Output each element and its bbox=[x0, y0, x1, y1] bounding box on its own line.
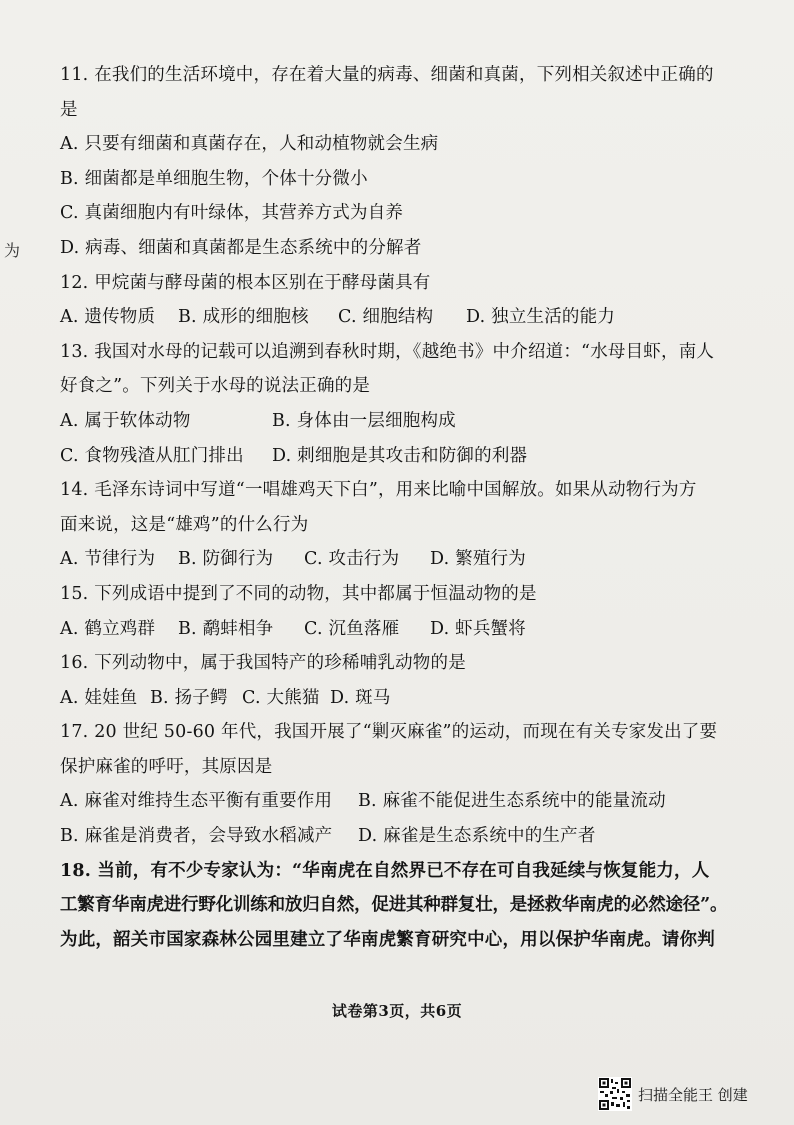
q16-option-a: A. 娃娃鱼 bbox=[60, 687, 138, 708]
page-footer: 试卷第3页，共6页 bbox=[331, 1002, 463, 1020]
q13-option-b: B. 身体由一层细胞构成 bbox=[272, 410, 456, 431]
q12-option-a: A. 遗传物质 bbox=[60, 307, 156, 328]
q14-options bbox=[60, 542, 772, 577]
q17-options-row-1 bbox=[60, 784, 772, 819]
q15-option-c: C. 沉鱼落雁 bbox=[304, 618, 400, 639]
q12-option-b: B. 成形的细胞核 bbox=[178, 307, 309, 328]
q13-option-d: D. 刺细胞是其攻击和防御的利器 bbox=[272, 445, 528, 466]
q13-stem-line-2: 好食之”。下列关于水母的说法正确的是 bbox=[60, 376, 371, 397]
q17-option-a: A. 麻雀对维持生态平衡有重要作用 bbox=[60, 791, 333, 812]
q16-option-c: C. 大熊猫 bbox=[242, 687, 320, 708]
q14-stem-line-2: 面来说，这是“雄鸡”的什么行为 bbox=[60, 514, 309, 535]
qr-code-icon bbox=[598, 1077, 632, 1111]
edge-fragment: 为 bbox=[4, 241, 21, 260]
question-content bbox=[60, 58, 772, 957]
scanner-watermark bbox=[598, 1077, 748, 1111]
q11-option-a: A. 只要有细菌和真菌存在，人和动植物就会生病 bbox=[60, 134, 439, 155]
q18-text-line-1: 18. 当前，有不少专家认为：“华南虎在自然界已不存在可自我延续与恢复能力，人 bbox=[60, 860, 710, 881]
q15-stem: 15. 下列成语中提到了不同的动物，其中都属于恒温动物的是 bbox=[60, 583, 537, 604]
q14-option-b: B. 防御行为 bbox=[178, 549, 274, 570]
q13-options-row-1 bbox=[60, 404, 772, 439]
q12-stem: 12. 甲烷菌与酵母菌的根本区别在于酵母菌具有 bbox=[60, 272, 431, 293]
q15-option-d: D. 虾兵蟹将 bbox=[430, 618, 526, 639]
q11-option-c: C. 真菌细胞内有叶绿体，其营养方式为自养 bbox=[60, 203, 404, 224]
q12-option-c: C. 细胞结构 bbox=[338, 307, 434, 328]
q17-options-row-2 bbox=[60, 819, 772, 854]
q16-option-d: D. 斑马 bbox=[330, 687, 391, 708]
q13-option-c: C. 食物残渣从肛门排出 bbox=[60, 445, 244, 466]
q16-option-b: B. 扬子鳄 bbox=[150, 687, 228, 708]
q16-stem: 16. 下列动物中，属于我国特产的珍稀哺乳动物的是 bbox=[60, 653, 466, 674]
q18-text-line-2: 工繁育华南虎进行野化训练和放归自然，促进其种群复壮，是拯救华南虎的必然途径”。 bbox=[60, 895, 728, 916]
q17-stem-line-1: 17. 20 世纪 50-60 年代，我国开展了“剿灭麻雀”的运动，而现在有关专家发出了要 bbox=[60, 722, 718, 743]
q17-option-d: D. 麻雀是生态系统中的生产者 bbox=[358, 826, 596, 847]
q11-stem-line-1: 11. 在我们的生活环境中，存在着大量的病毒、细菌和真菌，下列相关叙述中正确的 bbox=[60, 65, 714, 85]
q14-stem-line-1: 14. 毛泽东诗词中写道“一唱雄鸡天下白”，用来比喻中国解放。如果从动物行为方 bbox=[60, 480, 697, 501]
watermark-text: 扫描全能王 创建 bbox=[638, 1085, 748, 1104]
q17-option-b-second: B. 麻雀是消费者，会导致水稻减产 bbox=[60, 826, 333, 847]
q11-stem-line-2: 是 bbox=[60, 99, 78, 120]
q14-option-c: C. 攻击行为 bbox=[304, 549, 400, 570]
q18-text-line-3: 为此，韶关市国家森林公园里建立了华南虎繁育研究中心，用以保护华南虎。请你判 bbox=[60, 929, 715, 950]
q13-option-a: A. 属于软体动物 bbox=[60, 410, 191, 431]
q12-option-d: D. 独立生活的能力 bbox=[466, 307, 616, 328]
q15-option-a: A. 鹤立鸡群 bbox=[60, 618, 156, 639]
q17-stem-line-2: 保护麻雀的呼吁，其原因是 bbox=[60, 756, 273, 777]
q16-options bbox=[60, 681, 772, 716]
q15-option-b: B. 鹬蚌相争 bbox=[178, 618, 274, 639]
q17-option-b: B. 麻雀不能促进生态系统中的能量流动 bbox=[358, 791, 666, 812]
q13-options-row-2 bbox=[60, 439, 772, 474]
q14-option-a: A. 节律行为 bbox=[60, 549, 156, 570]
q15-options bbox=[60, 612, 772, 647]
q11-option-b: B. 细菌都是单细胞生物，个体十分微小 bbox=[60, 168, 368, 189]
q11-option-d: D. 病毒、细菌和真菌都是生态系统中的分解者 bbox=[60, 237, 422, 258]
q13-stem-line-1: 13. 我国对水母的记载可以追溯到春秋时期，《越绝书》中介绍道：“水母目虾，南人 bbox=[60, 341, 715, 362]
q14-option-d: D. 繁殖行为 bbox=[430, 549, 526, 570]
q12-options bbox=[60, 300, 772, 335]
